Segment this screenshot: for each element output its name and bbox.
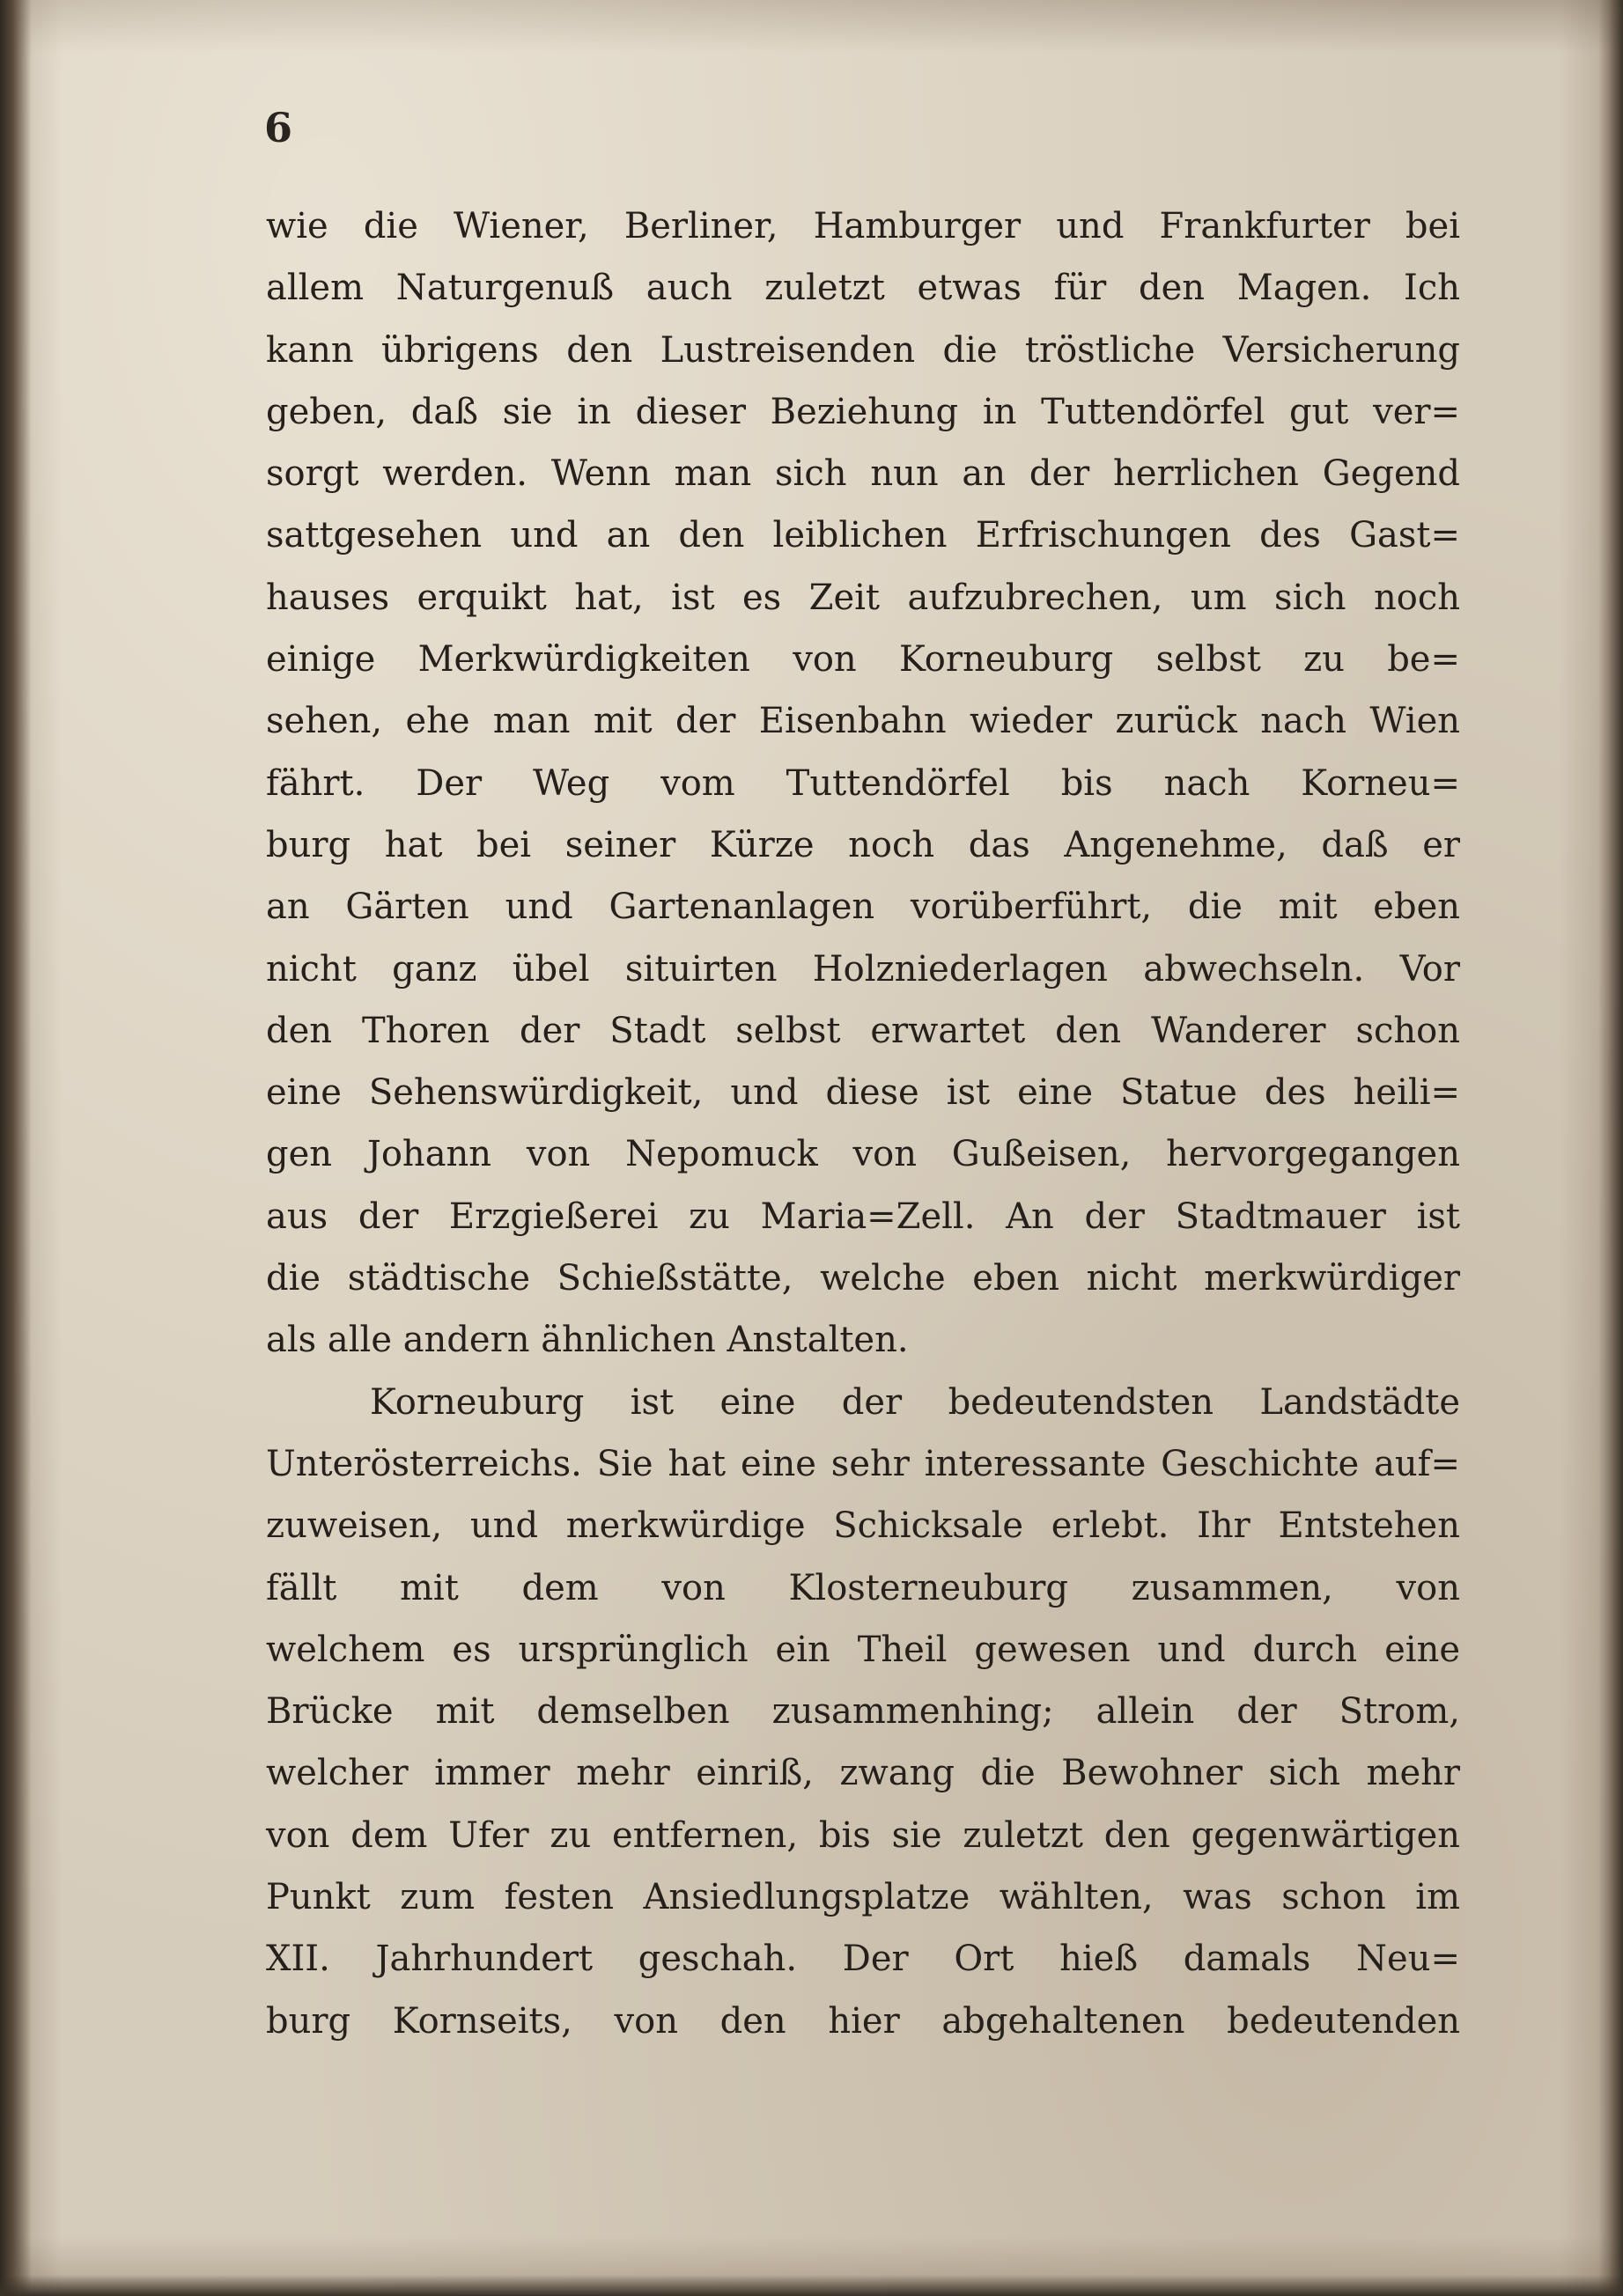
page-number: 6	[264, 104, 293, 151]
text-line: fährt. Der Weg vom Tuttendörfel bis nach Korneu=	[266, 762, 1460, 804]
text-line: den Thoren der Stadt selbst erwartet den Wanderer schon	[266, 1010, 1460, 1051]
text-line: sorgt werden. Wenn man sich nun an der herrlichen Gegend	[266, 453, 1460, 495]
paragraph-1	[266, 195, 1460, 1372]
text-line: wie die Wiener, Berliner, Hamburger und Frankfurter bei	[266, 206, 1460, 247]
text-line: eine Sehenswürdigkeit, und diese ist eine Statue des heili=	[266, 1072, 1460, 1114]
text-line: von dem Ufer zu entfernen, bis sie zuletzt den gegenwärtigen	[266, 1814, 1460, 1856]
text-line: burg Kornseits, von den hier abgehaltenen bedeutenden	[266, 2000, 1460, 2042]
text-line: an Gärten und Gartenanlagen vorüberführt, die mit eben	[266, 887, 1460, 928]
text-line: geben, daß sie in dieser Beziehung in Tuttendörfel gut ver=	[266, 391, 1460, 432]
text-line: Punkt zum festen Ansiedlungsplatze wählten, was schon im	[266, 1877, 1460, 1918]
text-line: XII. Jahrhundert geschah. Der Ort hieß damals Neu=	[266, 1939, 1460, 1980]
text-line: sehen, ehe man mit der Eisenbahn wieder zurück nach Wien	[266, 701, 1460, 742]
text-line: allem Naturgenuß auch zuletzt etwas für den Magen. Ich	[266, 268, 1460, 309]
text-line: kann übrigens den Lustreisenden die tröstliche Versicherung	[266, 329, 1460, 371]
text-line: die städtische Schießstätte, welche eben nicht merkwürdiger	[266, 1258, 1460, 1299]
text-line: als alle andern ähnlichen Anstalten.	[266, 1320, 909, 1361]
spine-shadow	[0, 0, 32, 2296]
body-text	[266, 195, 1460, 2052]
paragraph-2	[266, 1372, 1460, 2052]
text-line: Korneuburg ist eine der bedeutendsten Landstädte	[370, 1381, 1460, 1423]
text-line: nicht ganz übel situirten Holzniederlagen abwechseln. Vor	[266, 948, 1460, 990]
text-line: burg hat bei seiner Kürze noch das Angenehme, daß er	[266, 824, 1460, 865]
text-line: hauses erquikt hat, ist es Zeit aufzubrechen, um sich noch	[266, 577, 1460, 618]
text-line: sattgesehen und an den leiblichen Erfrischungen des Gast=	[266, 515, 1460, 556]
text-line: welchem es ursprünglich ein Theil gewesen und durch eine	[266, 1629, 1460, 1670]
text-line: fällt mit dem von Klosterneuburg zusammen, von	[266, 1567, 1460, 1608]
text-line: zuweisen, und merkwürdige Schicksale erlebt. Ihr Entstehen	[266, 1505, 1460, 1547]
page-edge-bottom	[0, 2275, 1623, 2296]
text-line: aus der Erzgießerei zu Maria=Zell. An der Stadtmauer ist	[266, 1196, 1460, 1237]
text-line: Brücke mit demselben zusammenhing; allein der Strom,	[266, 1691, 1460, 1733]
page-edge-right	[1598, 0, 1623, 2296]
text-line: Unterösterreichs. Sie hat eine sehr interessante Geschichte auf=	[266, 1443, 1460, 1484]
text-line: gen Johann von Nepomuck von Gußeisen, hervorgegangen	[266, 1134, 1460, 1175]
text-line: einige Merkwürdigkeiten von Korneuburg selbst zu be=	[266, 639, 1460, 681]
text-line: welcher immer mehr einriß, zwang die Bewohner sich mehr	[266, 1753, 1460, 1794]
